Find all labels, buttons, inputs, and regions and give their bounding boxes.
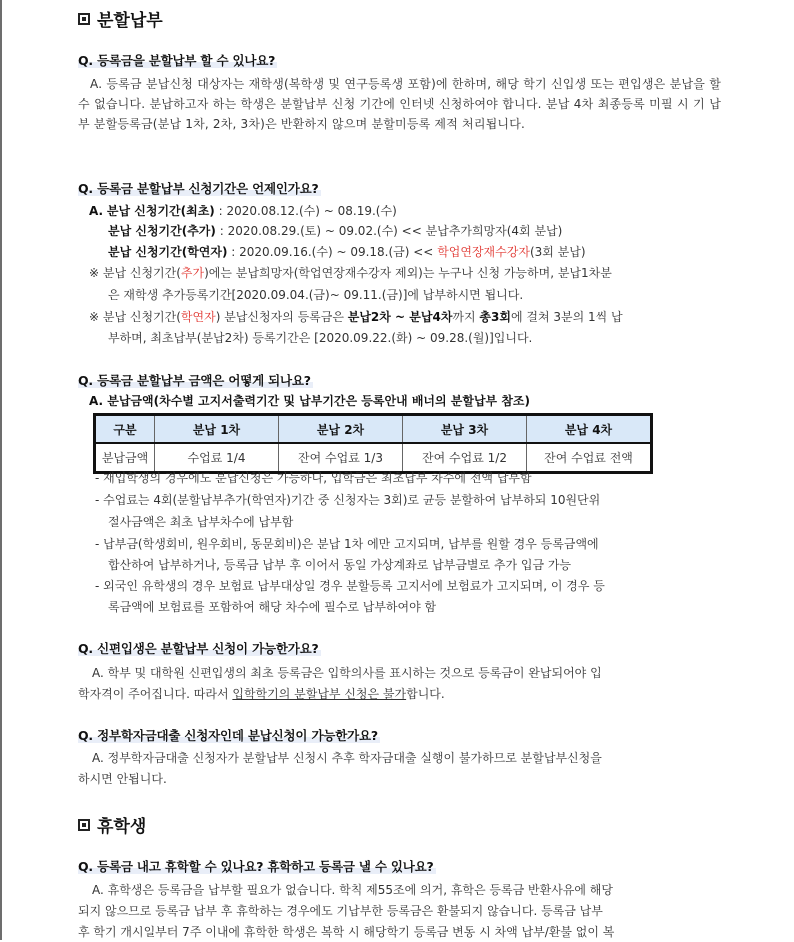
answer-5: A. 정부학자금대출 신청자가 분할납부 신청시 추후 학자금대출 실행이 불가하므로 분할납부신청을 — [92, 751, 602, 765]
question-4: Q. 신편입생은 분할납부 신청이 가능한가요? — [78, 641, 319, 656]
answer-5-line2: 하시면 안됩니다. — [78, 772, 167, 786]
table-header: 분납 1차 — [155, 415, 279, 444]
note-2-line2: 부하며, 최초납부(분납2차) 등록기간은 [2020.09.22.(화) ~ 09.28.(월)]입니다. — [108, 331, 533, 345]
table-header: 분납 4차 — [527, 415, 652, 444]
table-header-row — [95, 415, 652, 444]
period-extension: 분납 신청기간(학연자) : 2020.09.16.(수) ~ 09.18.(금) << 학업연장재수강자(3회 분납) — [108, 245, 586, 259]
period-additional: 분납 신청기간(추가) : 2020.08.29.(토) ~ 09.02.(수) << 분납추가희망자(4회 분납) — [108, 224, 563, 238]
question-1: Q. 등록금을 분할납부 할 수 있나요? — [78, 53, 276, 68]
note-1-line2: 은 재학생 추가등록기간[2020.09.04.(금)~ 09.11.(금)]에 납부하시면 됩니다. — [108, 288, 524, 302]
square-bullet-icon — [78, 819, 90, 831]
answer-4: A. 학부 및 대학원 신편입생의 최초 등록금은 입학의사를 표시하는 것으로 등록금이 완납되어야 입 — [92, 666, 602, 680]
fee-subtitle: A. 분납금액(차수별 고지서출력기간 및 납부기간은 등록안내 배너의 분할납부 참조) — [89, 394, 530, 408]
answer-6-line3: 후 학기 개시일부터 7주 이내에 휴학한 학생은 복학 시 해당학기 등록금 변동 시 차액 납부/환불 없이 복 — [78, 925, 615, 939]
answer-4-line2: 학자격이 주어집니다. 따라서 입학학기의 분할납부 신청은 불가합니다. — [78, 687, 445, 701]
question-3: Q. 등록금 분할납부 금액은 어떻게 되나요? — [78, 373, 311, 388]
installment-fee-table — [93, 413, 653, 474]
fee-bullet-2: - 수업료는 4회(분할납부추가(학연자)기간 중 신청자는 3회)로 균등 분할하여 납부하되 10원단위 — [95, 493, 601, 507]
answer-6-line2: 되지 않으므로 등록금 납부 후 휴학하는 경우에도 기납부한 등록금은 환불되지 않습니다. 등록금 납부 — [78, 904, 603, 918]
fee-bullet-2-line2: 절사금액은 최초 납부차수에 납부함 — [108, 515, 294, 529]
table-cell: 잔여 수업료 1/2 — [403, 443, 527, 473]
fee-bullet-3: - 납부금(학생회비, 원우회비, 동문회비)은 분납 1차 에만 고지되며, 납부를 원할 경우 등록금액에 — [95, 537, 599, 551]
answer-1: A. 등록금 분납신청 대상자는 재학생(복학생 및 연구등록생 포함)에 한하며, 해당 학기 신입생 또는 편입생은 분납을 할 수 없습니다. 분납하고자 하는 학생은 분할납부 신청 기간에 인터넷 신청하여야 합니다. 분납 4차 최종등록 미필 시 기 납부 분할등록금(분납 1차, 2차, 3차)은 반환하지 않으며 분할미등록 제적 처리됩니다. — [78, 77, 721, 131]
fee-bullet-1: - 재입학생의 경우에도 분납신청은 가능하나, 입학금은 최초납부 차수에 전액 납부함 — [95, 471, 532, 485]
section-title-leave-of-absence: 휴학생 — [78, 812, 146, 837]
fee-bullet-3-line2: 합산하여 납부하거나, 등록금 납부 후 이어서 동일 가상계좌로 납부금별로 추가 입금 가능 — [108, 558, 572, 572]
table-cell: 수업료 1/4 — [155, 443, 279, 473]
question-6: Q. 등록금 내고 휴학할 수 있나요? 휴학하고 등록금 낼 수 있나요? — [78, 859, 434, 874]
answer-6: A. 휴학생은 등록금을 납부할 필요가 없습니다. 학칙 제55조에 의거, 휴학은 등록금 반환사유에 해당 — [92, 883, 613, 897]
table-cell: 잔여 수업료 1/3 — [279, 443, 403, 473]
fee-bullet-4: - 외국인 유학생의 경우 보험료 납부대상일 경우 분할등록 고지서에 보험료가 고지되며, 이 경우 등 — [95, 579, 605, 593]
table-cell: 분납금액 — [95, 443, 155, 473]
question-2: Q. 등록금 분할납부 신청기간은 언제인가요? — [78, 181, 319, 196]
note-1: ※ 분납 신청기간(추가)에는 분납희망자(학업연장재수강자 제외)는 누구나 신청 가능하며, 분납1차분 — [89, 266, 612, 280]
table-header: 구분 — [95, 415, 155, 444]
note-2: ※ 분납 신청기간(학연자) 분납신청자의 등록금은 분납2차 ~ 분납4차까지 총3회에 걸쳐 3분의 1씩 납 — [89, 310, 623, 324]
table-header: 분납 2차 — [279, 415, 403, 444]
square-bullet-icon — [78, 13, 90, 25]
table-header: 분납 3차 — [403, 415, 527, 444]
section-title-installment: 분할납부 — [78, 6, 163, 31]
period-initial: A. 분납 신청기간(최초) : 2020.08.12.(수) ~ 08.19.(수) — [89, 204, 397, 218]
question-5: Q. 정부학자금대출 신청자인데 분납신청이 가능한가요? — [78, 728, 378, 743]
fee-bullet-4-line2: 록금액에 보험료를 포함하여 해당 차수에 필수로 납부하여야 함 — [108, 600, 437, 614]
table-cell: 잔여 수업료 전액 — [527, 443, 652, 473]
